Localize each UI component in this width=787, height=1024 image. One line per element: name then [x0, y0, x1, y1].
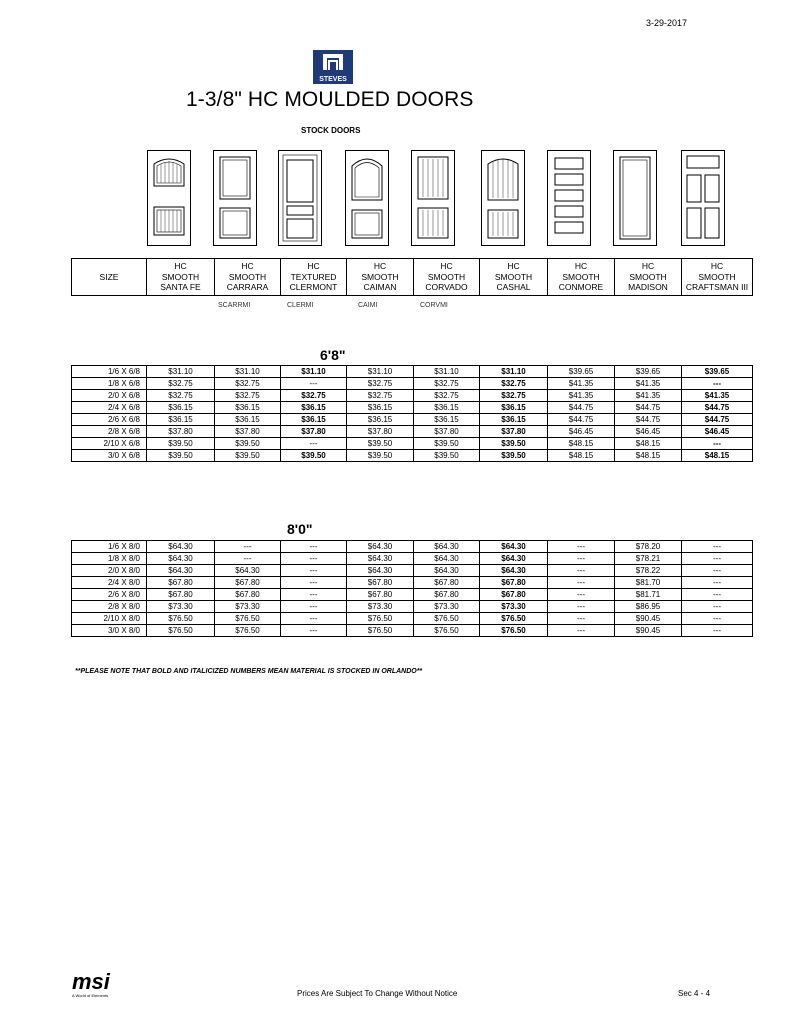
table-row [72, 553, 753, 565]
door-cashal-image [481, 150, 525, 246]
column-header-clermont: HC TEXTURED CLERMONT [281, 259, 347, 296]
price-cell: $64.30 [414, 541, 480, 553]
price-cell: $37.80 [480, 426, 548, 438]
price-cell: --- [281, 601, 347, 613]
table-row [72, 414, 753, 426]
price-cell: $41.35 [548, 390, 615, 402]
price-cell: $36.15 [147, 414, 215, 426]
price-cell: $32.75 [215, 390, 281, 402]
column-header-santa-fe: HC SMOOTH SANTA FE [147, 259, 215, 296]
size-cell: 2/6 X 8/0 [72, 589, 147, 601]
price-cell: $48.15 [615, 450, 682, 462]
price-cell: $67.80 [480, 589, 548, 601]
size-cell: 1/6 X 6/8 [72, 366, 147, 378]
price-cell: --- [682, 541, 753, 553]
table-row [72, 625, 753, 637]
table-row [72, 402, 753, 414]
price-cell: $90.45 [615, 613, 682, 625]
size-cell: 3/0 X 8/0 [72, 625, 147, 637]
price-cell: $32.75 [347, 378, 414, 390]
column-header-carrara: HC SMOOTH CARRARA [215, 259, 281, 296]
door-carrara-image [213, 150, 257, 246]
price-cell: $64.30 [347, 541, 414, 553]
price-cell: --- [548, 553, 615, 565]
brand-text: STEVES [319, 76, 347, 83]
price-cell: --- [215, 553, 281, 565]
price-cell: $31.10 [414, 366, 480, 378]
price-cell: $36.15 [347, 414, 414, 426]
table-row [72, 366, 753, 378]
size-cell: 1/8 X 8/0 [72, 553, 147, 565]
price-cell: $44.75 [548, 402, 615, 414]
price-cell: $78.21 [615, 553, 682, 565]
stock-doors-label: STOCK DOORS [301, 126, 361, 135]
stock-note: **PLEASE NOTE THAT BOLD AND ITALICIZED NUMBERS MEAN MATERIAL IS STOCKED IN ORLANDO** [75, 668, 423, 675]
price-cell: --- [281, 625, 347, 637]
price-cell: $81.70 [615, 577, 682, 589]
price-cell: --- [682, 565, 753, 577]
price-cell: $76.50 [480, 625, 548, 637]
price-cell: $86.95 [615, 601, 682, 613]
column-header-corvado: HC SMOOTH CORVADO [414, 259, 480, 296]
column-header-cashal: HC SMOOTH CASHAL [480, 259, 548, 296]
size-column-header: SIZE [72, 259, 147, 296]
price-cell: $64.30 [347, 553, 414, 565]
price-cell: $76.50 [414, 625, 480, 637]
size-cell: 2/10 X 6/8 [72, 438, 147, 450]
price-cell: $36.15 [347, 402, 414, 414]
price-cell: $73.30 [347, 601, 414, 613]
price-cell: --- [281, 565, 347, 577]
price-cell: $44.75 [682, 402, 753, 414]
price-cell: $73.30 [147, 601, 215, 613]
section-heading-6-8: 6'8" [320, 347, 346, 363]
column-header-madison: HC SMOOTH MADISON [615, 259, 682, 296]
price-cell: $36.15 [215, 402, 281, 414]
price-cell: --- [682, 577, 753, 589]
price-cell: $32.75 [147, 390, 215, 402]
price-cell: $73.30 [414, 601, 480, 613]
price-cell: --- [281, 541, 347, 553]
table-row [72, 541, 753, 553]
price-cell: $37.80 [215, 426, 281, 438]
price-cell: $31.10 [480, 366, 548, 378]
price-cell: $39.65 [682, 366, 753, 378]
table-row [72, 378, 753, 390]
page-title: 1-3/8" HC MOULDED DOORS [186, 88, 474, 111]
column-header-conmore: HC SMOOTH CONMORE [548, 259, 615, 296]
price-cell: --- [548, 601, 615, 613]
column-header-caiman: HC SMOOTH CAIMAN [347, 259, 414, 296]
price-cell: $67.80 [147, 589, 215, 601]
price-cell: $67.80 [480, 577, 548, 589]
price-cell: $31.10 [281, 366, 347, 378]
price-cell: $76.50 [347, 613, 414, 625]
price-cell: $46.45 [615, 426, 682, 438]
price-cell: $36.15 [147, 402, 215, 414]
price-cell: $46.45 [548, 426, 615, 438]
door-caiman-image [345, 150, 389, 246]
door-corvado-image [411, 150, 455, 246]
price-cell: $78.20 [615, 541, 682, 553]
door-madison-image [613, 150, 657, 246]
product-code-clermont: CLERMI [287, 302, 314, 309]
price-cell: $64.30 [414, 553, 480, 565]
price-cell: $64.30 [147, 553, 215, 565]
price-cell: $44.75 [548, 414, 615, 426]
price-cell: $44.75 [615, 414, 682, 426]
price-cell: --- [281, 577, 347, 589]
price-cell: $76.50 [347, 625, 414, 637]
price-cell: --- [281, 378, 347, 390]
price-cell: $36.15 [281, 402, 347, 414]
price-cell: $76.50 [215, 613, 281, 625]
price-cell: $39.50 [480, 450, 548, 462]
price-cell: $46.45 [682, 426, 753, 438]
size-cell: 2/0 X 8/0 [72, 565, 147, 577]
price-cell: $36.15 [215, 414, 281, 426]
table-row [72, 577, 753, 589]
price-cell: --- [281, 438, 347, 450]
price-cell: $64.30 [347, 565, 414, 577]
price-cell: $39.65 [548, 366, 615, 378]
door-santa-fe-image [147, 150, 191, 246]
price-cell: $36.15 [480, 414, 548, 426]
column-header-table [71, 258, 753, 296]
steves-logo [313, 50, 353, 84]
price-cell: $36.15 [480, 402, 548, 414]
price-cell: $41.35 [682, 390, 753, 402]
section-number: Sec 4 - 4 [678, 989, 711, 998]
price-cell: $64.30 [147, 541, 215, 553]
price-cell: $64.30 [480, 553, 548, 565]
price-cell: --- [548, 565, 615, 577]
price-cell: --- [682, 378, 753, 390]
msi-logo [72, 970, 112, 992]
price-cell: $67.80 [347, 589, 414, 601]
price-cell: $67.80 [215, 577, 281, 589]
price-cell: $48.15 [548, 438, 615, 450]
price-cell: $67.80 [414, 577, 480, 589]
price-table-8-0 [71, 540, 753, 637]
size-cell: 2/10 X 8/0 [72, 613, 147, 625]
table-row [72, 438, 753, 450]
price-cell: $32.75 [480, 390, 548, 402]
price-cell: $76.50 [215, 625, 281, 637]
price-cell: $39.50 [480, 438, 548, 450]
size-cell: 2/8 X 8/0 [72, 601, 147, 613]
price-cell: $76.50 [414, 613, 480, 625]
price-table-6-8 [71, 365, 753, 462]
size-cell: 2/8 X 6/8 [72, 426, 147, 438]
price-cell: $39.50 [347, 450, 414, 462]
price-cell: $32.75 [147, 378, 215, 390]
size-cell: 3/0 X 6/8 [72, 450, 147, 462]
price-cell: --- [281, 553, 347, 565]
price-cell: $39.50 [215, 450, 281, 462]
door-conmore-image [547, 150, 591, 246]
table-row [72, 390, 753, 402]
price-cell: $48.15 [615, 438, 682, 450]
price-cell: --- [682, 601, 753, 613]
price-cell: --- [682, 589, 753, 601]
price-cell: $31.10 [215, 366, 281, 378]
price-cell: $32.75 [414, 390, 480, 402]
price-cell: $64.30 [147, 565, 215, 577]
svg-text:msi: msi [72, 970, 110, 992]
price-cell: $39.50 [281, 450, 347, 462]
price-cell: $32.75 [414, 378, 480, 390]
price-cell: $41.35 [615, 390, 682, 402]
door-craftsman-iii-image [681, 150, 725, 246]
price-cell: $36.15 [414, 402, 480, 414]
price-cell: $31.10 [147, 366, 215, 378]
price-cell: $76.50 [147, 613, 215, 625]
price-cell: --- [548, 577, 615, 589]
price-notice: Prices Are Subject To Change Without Notice [297, 989, 458, 998]
price-cell: $36.15 [281, 414, 347, 426]
price-cell: $64.30 [215, 565, 281, 577]
price-cell: $67.80 [347, 577, 414, 589]
price-cell: $48.15 [548, 450, 615, 462]
price-cell: $73.30 [215, 601, 281, 613]
size-cell: 1/6 X 8/0 [72, 541, 147, 553]
section-heading-8-0: 8'0" [287, 521, 313, 537]
price-cell: $39.50 [347, 438, 414, 450]
price-cell: $39.50 [215, 438, 281, 450]
price-cell: --- [682, 625, 753, 637]
price-cell: --- [682, 553, 753, 565]
price-cell: $39.50 [147, 438, 215, 450]
price-cell: --- [281, 613, 347, 625]
price-cell: --- [281, 589, 347, 601]
price-cell: --- [682, 438, 753, 450]
price-cell: $78.22 [615, 565, 682, 577]
price-cell: $76.50 [480, 613, 548, 625]
price-cell: $36.15 [414, 414, 480, 426]
table-row [72, 589, 753, 601]
price-cell: $39.50 [414, 438, 480, 450]
price-cell: $67.80 [414, 589, 480, 601]
table-row [72, 426, 753, 438]
product-code-caiman: CAIMI [358, 302, 378, 309]
product-code-carrara: SCARRMI [218, 302, 251, 309]
column-header-craftsman-iii: HC SMOOTH CRAFTSMAN III [682, 259, 753, 296]
price-cell: $31.10 [347, 366, 414, 378]
size-cell: 2/4 X 8/0 [72, 577, 147, 589]
table-row [72, 565, 753, 577]
door-clermont-image [278, 150, 322, 246]
price-cell: $39.50 [414, 450, 480, 462]
price-cell: $81.71 [615, 589, 682, 601]
price-cell: $41.35 [548, 378, 615, 390]
price-cell: $41.35 [615, 378, 682, 390]
price-cell: $73.30 [480, 601, 548, 613]
price-cell: $37.80 [147, 426, 215, 438]
price-cell: $39.65 [615, 366, 682, 378]
product-code-corvado: CORVMI [420, 302, 448, 309]
price-cell: --- [682, 613, 753, 625]
price-cell: $32.75 [347, 390, 414, 402]
price-cell: $37.80 [281, 426, 347, 438]
msi-tagline: A World of Elements [72, 993, 109, 998]
table-row [72, 450, 753, 462]
size-cell: 2/4 X 6/8 [72, 402, 147, 414]
size-cell: 2/0 X 6/8 [72, 390, 147, 402]
price-cell: --- [548, 541, 615, 553]
price-cell: $39.50 [147, 450, 215, 462]
size-cell: 1/8 X 6/8 [72, 378, 147, 390]
table-row [72, 601, 753, 613]
price-cell: $37.80 [347, 426, 414, 438]
price-cell: $64.30 [480, 565, 548, 577]
price-cell: --- [548, 613, 615, 625]
price-cell: $32.75 [215, 378, 281, 390]
price-cell: $64.30 [414, 565, 480, 577]
price-cell: --- [548, 589, 615, 601]
price-cell: $64.30 [480, 541, 548, 553]
price-cell: $37.80 [414, 426, 480, 438]
table-row [72, 613, 753, 625]
price-cell: $67.80 [147, 577, 215, 589]
price-cell: $67.80 [215, 589, 281, 601]
price-cell: --- [215, 541, 281, 553]
document-date: 3-29-2017 [646, 18, 688, 28]
price-cell: $32.75 [480, 378, 548, 390]
price-cell: --- [548, 625, 615, 637]
price-cell: $90.45 [615, 625, 682, 637]
price-cell: $44.75 [615, 402, 682, 414]
price-cell: $76.50 [147, 625, 215, 637]
price-cell: $48.15 [682, 450, 753, 462]
size-cell: 2/6 X 6/8 [72, 414, 147, 426]
price-cell: $44.75 [682, 414, 753, 426]
price-cell: $32.75 [281, 390, 347, 402]
